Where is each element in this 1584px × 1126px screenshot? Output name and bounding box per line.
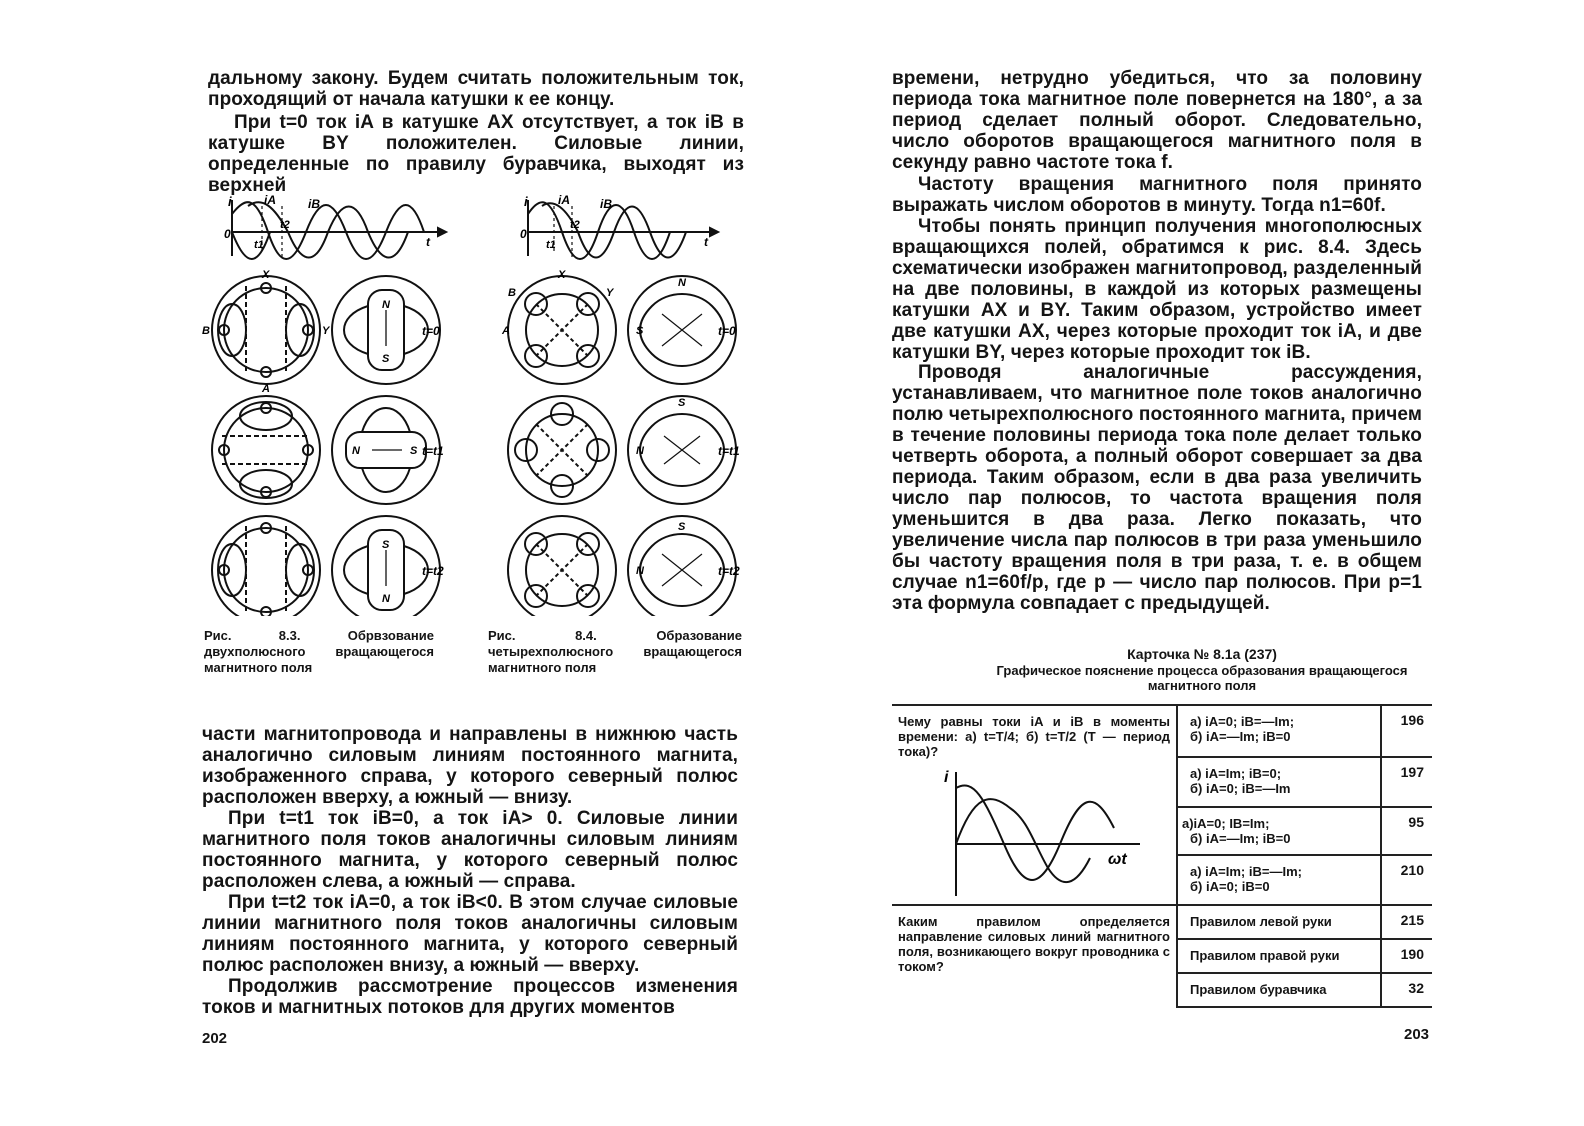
fig83-label-b: B — [202, 325, 210, 337]
question-1: Чему равны токи iA и iB в моменты времени: а) t=T/4; б) t=T/2 (T — период тока)? — [898, 714, 1170, 759]
fig83-label-n1: N — [382, 299, 390, 311]
fig83-label-s1: S — [382, 353, 390, 365]
fig84-label-t: t — [704, 235, 708, 249]
page-number-right: 203 — [1404, 1026, 1430, 1043]
fig83-row-1: t=0 — [422, 324, 440, 338]
answer-4 — [1190, 864, 1376, 894]
fig84-row-3: t=t2 — [718, 564, 740, 578]
fig83-row-3: t=t2 — [422, 564, 444, 578]
right-para-1: времени, нетрудно убедиться, что за половину периода тока магнитное поле повернется на 180°, а за период сделает полный оборот. Следовательно, число оборотов вращающегося магнитного поля в секунду равно частоте тока f. — [892, 68, 1422, 173]
page-number-left: 202 — [202, 1030, 228, 1047]
fig83-label-a: A — [262, 383, 270, 395]
answer-1 — [1190, 714, 1376, 744]
answer-3 — [1182, 816, 1374, 846]
card-plot — [944, 768, 1144, 898]
answer-2-a: а) iA=Im; iB=0; — [1190, 766, 1282, 781]
fig84-label-s1: S — [636, 325, 644, 337]
fig83-label-n2: N — [352, 445, 360, 457]
answer-2 — [1190, 766, 1376, 796]
answer-3-a: а)iA=0; IB=Im; — [1182, 816, 1270, 831]
left-para-2: При t=0 ток iA в катушке AX отсутствует, а ток iB в катушке BY положителен. Силовые линии, определенные по правилу буравчика, выходят из верхней — [208, 112, 744, 196]
answer-2-num: 197 — [1400, 764, 1424, 780]
left-para-3: части магнитопровода и направлены в нижнюю часть аналогично силовым линиям постоянного магнита, изображенного справа, у которого северный полюс расположен вверху, а южный — внизу. — [202, 724, 738, 808]
right-para-3: Чтобы понять принцип получения многополюсных вращающихся полей, обратимся к рис. 8.4. Здесь схематически изображен магнитопровод, разделенный на две половины, в каждой из которых размещены катушки AX и BY. Таким образом, устройство имеет две катушки AX, через которые проходит ток iA, и две катушки BY, через которые проходит ток iB. — [892, 216, 1422, 363]
left-para-4: При t=t1 ток iB=0, а ток iA> 0. Силовые линии магнитного поля токов аналогичны силовым линиям постоянного магнита, у которого северный полюс расположен слева, а южный — справа. — [202, 808, 738, 892]
fig83-row-2: t=t1 — [422, 444, 444, 458]
fig84-label-n1: N — [678, 277, 686, 289]
fig84-label-s3: S — [678, 521, 686, 533]
card-plot-i: i — [944, 769, 949, 786]
fig83-label-i: i — [228, 194, 232, 209]
fig83-label-t1: t1 — [254, 239, 264, 251]
card-table — [892, 704, 1432, 1010]
left-para-1: дальному закону. Будем считать положительным ток, проходящий от начала катушки к ее концу. — [208, 68, 744, 110]
fig84-label-s2: S — [678, 397, 686, 409]
fig84-label-ib: iB — [600, 197, 612, 211]
rule-1-num: 215 — [1400, 912, 1424, 928]
fig84-label-a: A — [502, 325, 510, 337]
answer-1-num: 196 — [1400, 712, 1424, 728]
fig84-caption: Рис. 8.4. Образование четырехполюсного вращающегося магнитного поля — [488, 628, 742, 675]
rule-3: Правилом буравчика — [1190, 982, 1327, 997]
fig83-label-t2: t2 — [280, 219, 290, 231]
left-para-5: При t=t2 ток iA=0, а ток iB<0. В этом случае силовые линии магнитного поля токов аналогичны силовым линиям постоянного магнита, у которого северный полюс расположен внизу, а южный — вверху. — [202, 892, 738, 976]
answer-2-b: б) iA=0; iB=—Im — [1190, 781, 1291, 796]
answer-3-b: б) iA=—Im; iB=0 — [1190, 831, 1291, 846]
fig84-label-i: i — [524, 194, 528, 209]
figure-8-4 — [492, 186, 752, 616]
fig83-label-o: 0 — [224, 227, 231, 241]
answer-1-b: б) iA=—Im; iB=0 — [1190, 729, 1291, 744]
rule-1: Правилом левой руки — [1190, 914, 1332, 929]
rule-2: Правилом правой руки — [1190, 948, 1340, 963]
rule-3-num: 32 — [1408, 980, 1424, 996]
fig83-label-s3: S — [382, 539, 390, 551]
fig83-label-s2: S — [410, 445, 418, 457]
answer-4-num: 210 — [1400, 862, 1424, 878]
fig83-caption: Рис. 8.3. Обрвзование двухполюсного вращающегося магнитного поля — [204, 628, 434, 675]
fig84-row-2: t=t1 — [718, 444, 740, 458]
fig83-label-n3: N — [382, 593, 390, 605]
answer-4-a: а) iA=Im; iB=—Im; — [1190, 864, 1302, 879]
fig84-label-o: 0 — [520, 227, 527, 241]
rule-2-num: 190 — [1400, 946, 1424, 962]
left-para-6: Продолжив рассмотрение процессов изменения токов и магнитных потоков для других моментов — [202, 976, 738, 1018]
card-header — [972, 646, 1432, 693]
fig83-label-y: Y — [322, 325, 330, 337]
answer-1-a: а) iA=0; iB=—Im; — [1190, 714, 1295, 729]
fig83-label-t: t — [426, 235, 430, 249]
card-subtitle: Графическое пояснение процесса образования вращающегося магнитного поля — [996, 663, 1408, 693]
fig84-label-y: Y — [606, 287, 614, 299]
fig83-label-ia: iA — [264, 193, 276, 207]
fig84-label-b: B — [508, 287, 516, 299]
right-para-2: Частоту вращения магнитного поля принято выражать числом оборотов в минуту. Тогда n1=60f. — [892, 174, 1422, 216]
fig83-label-ib: iB — [308, 197, 320, 211]
card-title: Карточка № 8.1а (237) — [1127, 646, 1277, 662]
fig84-label-n3: N — [636, 565, 644, 577]
answer-3-num: 95 — [1408, 814, 1424, 830]
card-plot-wt: ωt — [1108, 851, 1127, 868]
question-2: Каким правилом определяется направление силовых линий магнитного поля, возникающего вокруг проводника с током? — [898, 914, 1170, 974]
fig84-label-ia: iA — [558, 193, 570, 207]
fig84-label-n2: N — [636, 445, 644, 457]
fig83-label-x: X — [262, 269, 270, 281]
figure-8-3 — [196, 186, 456, 616]
fig84-label-x: X — [558, 269, 566, 281]
fig84-row-1: t=0 — [718, 324, 736, 338]
answer-4-b: б) iA=0; iB=0 — [1190, 879, 1270, 894]
fig84-label-t2: t2 — [570, 219, 580, 231]
right-page — [792, 0, 1584, 1126]
fig84-label-t1: t1 — [546, 239, 556, 251]
right-para-4: Проводя аналогичные рассуждения, устанавливаем, что магнитное поле токов аналогично полю четырехполюсного постоянного магнита, причем в течение половины периода тока поле делает только четверть оборота, а полный оборот совершает за два периода. Таким образом, если в два раза увеличить число пар полюсов, то частота вращения поля уменьшится в два раза. Легко показать, что увеличение числа пар полюсов в три раза уменьшило бы частоту вращения поля в три раза, т. е. в общем случае n1=60f/p, где p — число пар полюсов. При p=1 эта формула совпадает с предыдущей. — [892, 362, 1422, 614]
